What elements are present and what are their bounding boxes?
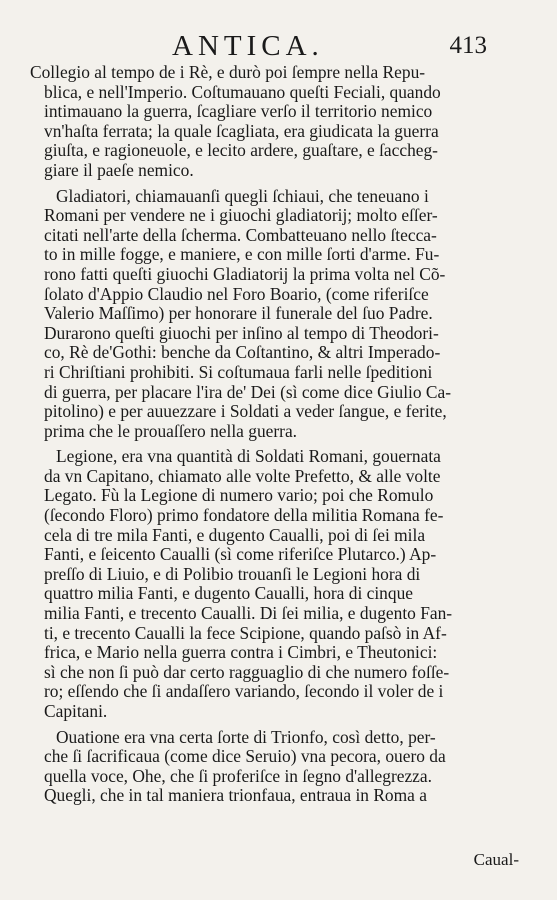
text-line: to in mille fogge, e maniere, e con mille ſorti d'arme. Fu-	[44, 244, 440, 265]
text-line: Romani per vendere ne i giuochi gladiatorij; molto eſſer-	[44, 205, 438, 226]
text-line: (ſecondo Floro) primo fondatore della militia Romana fe-	[44, 505, 444, 526]
text-line: intimauano la guerra, ſcagliare verſo il territorio nemico	[44, 101, 433, 122]
text-line: quella voce, Ohe, che ſi proferiſce in ſegno d'allegrezza.	[44, 765, 432, 786]
text-line: milia Fanti, e trecento Caualli. Di ſei milia, e dugento Fan-	[44, 603, 453, 624]
catchword: Caual-	[473, 850, 519, 869]
paragraph	[30, 187, 516, 442]
text-line: quattro milia Fanti, e dugento Caualli, hora di cinque	[44, 583, 413, 604]
text-line: ro; eſſendo che ſi andaſſero variando, ſecondo il voler de i	[44, 681, 444, 702]
text-line: prima che le prouaſſero nella guerra.	[44, 420, 298, 441]
text-line: da vn Capitano, chiamato alle volte Prefetto, & alle volte	[44, 465, 441, 486]
page-number: 413	[449, 32, 487, 59]
text-line: citati nell'arte della ſcherma. Combatteuano nello ſtecca-	[44, 224, 437, 245]
text-line: Valerio Maſſimo) per honorare il funerale del ſuo Padre.	[44, 303, 433, 324]
text-line: di guerra, per placare l'ira de' Dei (sì come dice Giulio Ca-	[44, 381, 452, 402]
page-header	[0, 30, 557, 66]
paragraph	[30, 63, 516, 181]
text-line: preſſo di Liuio, e di Polibio trouanſi le Legioni hora di	[44, 563, 421, 584]
running-head: ANTICA.	[172, 30, 324, 62]
text-line: giare il paeſe nemico.	[44, 159, 194, 180]
text-line: giuſta, e ragioneuole, e lecito ardere, guaſtare, e ſaccheg-	[44, 140, 438, 161]
text-line: rono fatti queſti giuochi Gladiatorij la prima volta nel Cõ-	[44, 263, 446, 284]
text-line: Ouatione era vna certa ſorte di Trionfo, così detto, per-	[56, 726, 436, 747]
text-line: Legato. Fù la Legione di numero vario; poi che Romulo	[44, 485, 434, 506]
text-line: che ſi ſacrificaua (come dice Seruio) vna pecora, ouero da	[44, 746, 446, 767]
text-line: Quegli, che in tal maniera trionfaua, entraua in Roma a	[44, 785, 427, 806]
text-line: frica, e Mario nella guerra contra i Cimbri, e Theutonici:	[44, 642, 438, 663]
text-line: ri Chriſtiani prohibiti. Si coſtumaua farli nelle ſpeditioni	[44, 361, 433, 382]
text-line: Gladiatori, chiamauanſi quegli ſchiaui, che teneuano i	[56, 185, 429, 206]
text-line: blica, e nell'Imperio. Coſtumauano queſti Feciali, quando	[44, 81, 441, 102]
text-line: vn'haſta ferrata; la quale ſcagliata, era giudicata la guerra	[44, 120, 439, 141]
text-line: Fanti, e ſeicento Caualli (sì come riferiſce Plutarco.) Ap-	[44, 544, 437, 565]
text-line: cela di tre mila Fanti, e dugento Caualli, poi di ſei mila	[44, 524, 426, 545]
text-line: pitolino) e per auuezzare i Soldati a veder ſangue, e ferite,	[44, 401, 447, 422]
text-line: ſolato d'Appio Claudio nel Foro Boario, (come riferiſce	[44, 283, 429, 304]
text-line: Durarono queſti giuochi per inſino al tempo di Theodori-	[44, 322, 439, 343]
text-line: sì che non ſi può dar certo ragguaglio di che numero foſſe-	[44, 661, 450, 682]
text-line: Legione, era vna quantità di Soldati Romani, gouernata	[56, 446, 441, 467]
text-line: co, Rè de'Gothi: benche da Coſtantino, & altri Imperado-	[44, 342, 441, 363]
text-line: Collegio al tempo de i Rè, e durò poi ſempre nella Repu-	[30, 62, 426, 82]
body-text	[30, 63, 516, 806]
text-line: ti, e trecento Caualli la fece Scipione, quando paſsò in Af-	[44, 622, 447, 643]
paragraph	[30, 447, 516, 721]
paragraph	[30, 728, 516, 806]
text-line: Capitani.	[44, 701, 108, 721]
